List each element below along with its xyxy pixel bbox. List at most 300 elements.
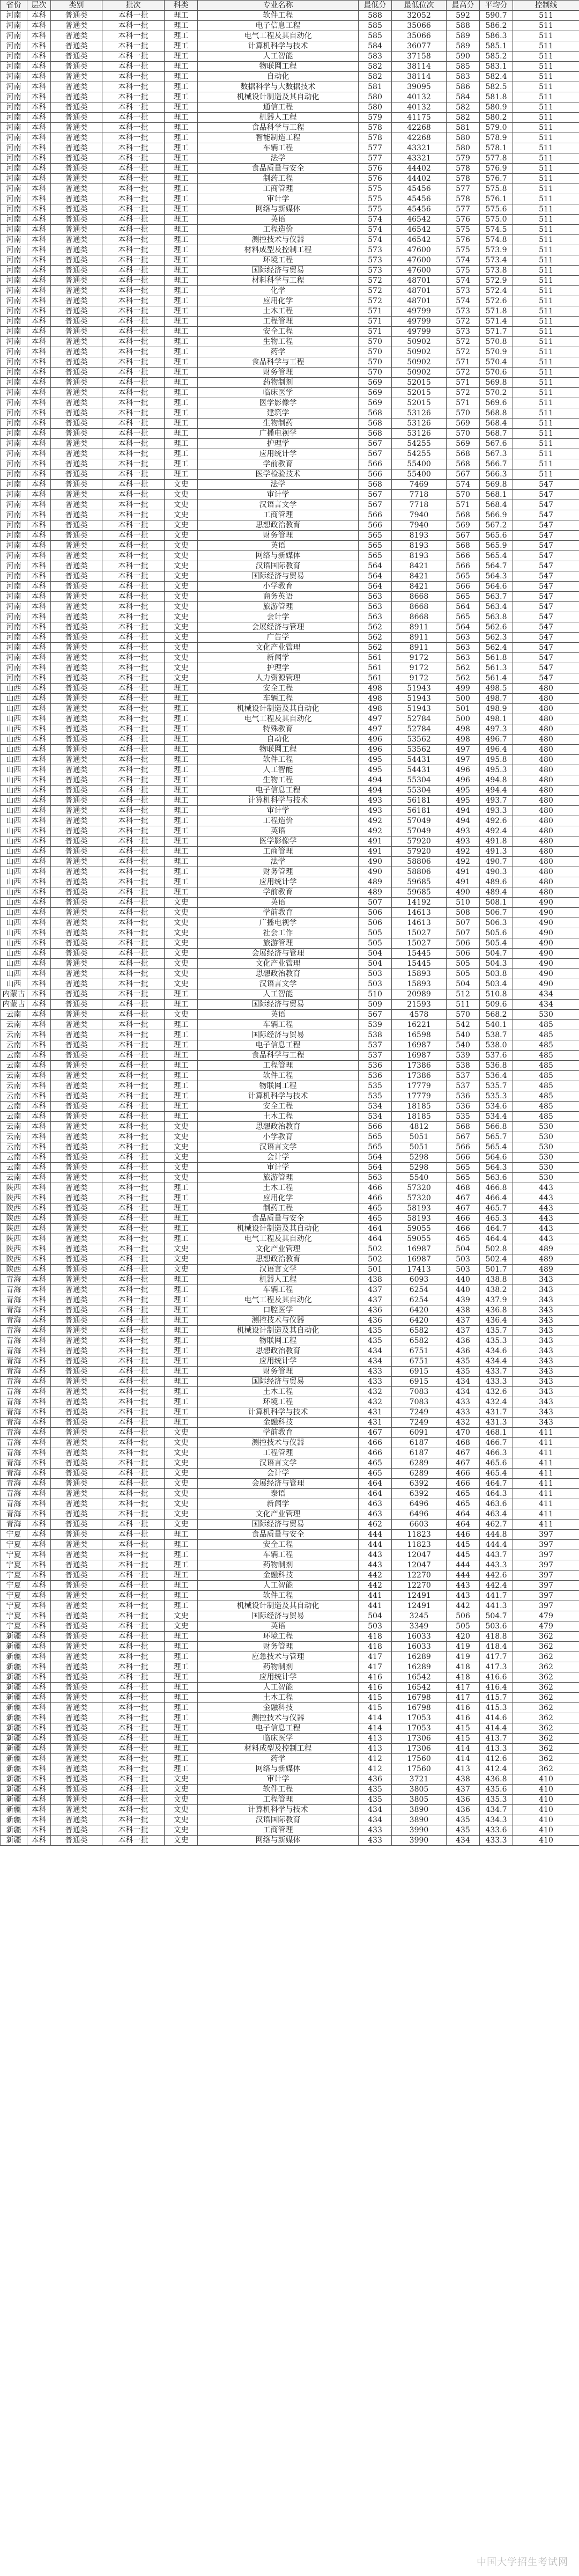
table-cell: 河南: [1, 52, 27, 62]
table-cell: 572: [447, 368, 480, 378]
table-cell: 467: [447, 1458, 480, 1469]
table-cell: 540: [447, 1040, 480, 1051]
table-cell: 562.3: [480, 633, 513, 643]
table-cell: 普通类: [51, 571, 102, 582]
table-cell: 文化产业管理: [198, 959, 359, 969]
table-cell: 土木工程: [198, 1693, 359, 1703]
table-cell: 普通类: [51, 1795, 102, 1805]
table-cell: 465.3: [480, 1214, 513, 1224]
table-cell: 本科一批: [102, 520, 165, 531]
table-cell: 本科一批: [102, 643, 165, 653]
table-cell: 理工: [165, 72, 198, 82]
table-cell: 511: [513, 469, 579, 480]
table-cell: 45456: [392, 204, 447, 215]
table-cell: 511: [513, 113, 579, 123]
table-cell: 普通类: [51, 1683, 102, 1693]
table-cell: 343: [513, 1346, 579, 1356]
table-cell: 应用统计学: [198, 1356, 359, 1367]
table-cell: 42268: [392, 133, 447, 143]
table-cell: 415: [447, 1723, 480, 1734]
table-cell: 食品质量与安全: [198, 1530, 359, 1540]
table-cell: 审计学: [198, 1163, 359, 1173]
table-cell: 411: [513, 1428, 579, 1438]
table-cell: 本科一批: [102, 194, 165, 204]
table-cell: 38114: [392, 62, 447, 72]
table-cell: 山西: [1, 969, 27, 979]
table-row: [1, 1774, 579, 1785]
table-cell: 理工: [165, 1234, 198, 1244]
table-cell: 511: [513, 388, 579, 398]
table-row: [1, 592, 579, 602]
table-row: [1, 969, 579, 979]
table-cell: 食品质量与安全: [198, 164, 359, 174]
table-cell: 561.4: [480, 673, 513, 684]
table-cell: 理工: [165, 1754, 198, 1764]
table-cell: 普通类: [51, 21, 102, 31]
table-cell: 车辆工程: [198, 1550, 359, 1560]
table-cell: 河南: [1, 306, 27, 317]
table-cell: 软件工程: [198, 11, 359, 21]
table-cell: 565: [447, 612, 480, 622]
table-cell: 云南: [1, 1122, 27, 1132]
table-cell: 普通类: [51, 1203, 102, 1214]
table-cell: 本科一批: [102, 1377, 165, 1387]
table-row: [1, 52, 579, 62]
table-cell: 理工: [165, 1601, 198, 1611]
table-cell: 本科一批: [102, 143, 165, 153]
table-cell: 573.9: [480, 245, 513, 255]
table-cell: 理工: [165, 1071, 198, 1081]
table-row: [1, 1051, 579, 1061]
table-cell: 理工: [165, 755, 198, 765]
table-cell: 511: [513, 327, 579, 337]
table-cell: 文史: [165, 1173, 198, 1183]
table-cell: 本科一批: [102, 1356, 165, 1367]
table-cell: 文史: [165, 1428, 198, 1438]
table-cell: 416: [359, 1672, 392, 1683]
table-cell: 443.3: [480, 1560, 513, 1570]
table-cell: 本科: [27, 1122, 51, 1132]
table-cell: 47600: [392, 245, 447, 255]
table-cell: 565.4: [480, 1142, 513, 1153]
table-cell: 普通类: [51, 459, 102, 469]
table-cell: 河南: [1, 215, 27, 225]
table-cell: 574: [447, 276, 480, 286]
table-cell: 理工: [165, 133, 198, 143]
table-cell: 434: [359, 1815, 392, 1825]
table-cell: 本科一批: [102, 1265, 165, 1275]
table-cell: 山西: [1, 775, 27, 786]
table-row: [1, 1122, 579, 1132]
table-cell: 本科: [27, 928, 51, 938]
table-cell: 普通类: [51, 694, 102, 704]
table-cell: 本科: [27, 714, 51, 724]
table-row: [1, 1336, 579, 1346]
table-cell: 云南: [1, 1142, 27, 1153]
table-row: [1, 520, 579, 531]
table-cell: 新闻学: [198, 653, 359, 663]
table-cell: 415.3: [480, 1703, 513, 1713]
table-cell: 文史: [165, 551, 198, 561]
table-cell: 本科: [27, 113, 51, 123]
table-cell: 本科: [27, 1193, 51, 1203]
table-cell: 565: [447, 1173, 480, 1183]
table-cell: 490: [513, 979, 579, 989]
table-cell: 金融科技: [198, 1418, 359, 1428]
table-row: [1, 1203, 579, 1214]
table-cell: 土木工程: [198, 1183, 359, 1193]
table-cell: 普通类: [51, 1479, 102, 1489]
table-cell: 山西: [1, 979, 27, 989]
table-cell: 16289: [392, 1662, 447, 1672]
table-row: [1, 714, 579, 724]
table-cell: 新疆: [1, 1764, 27, 1774]
table-cell: 565: [359, 1132, 392, 1142]
table-cell: 本科一批: [102, 429, 165, 439]
table-cell: 6915: [392, 1377, 447, 1387]
table-cell: 小学教育: [198, 1132, 359, 1142]
table-cell: 565: [359, 531, 392, 541]
table-row: [1, 1489, 579, 1499]
table-cell: 7249: [392, 1407, 447, 1418]
table-cell: 文史: [165, 500, 198, 510]
table-cell: 494: [447, 806, 480, 816]
table-cell: 539: [359, 1020, 392, 1030]
table-cell: 578.9: [480, 133, 513, 143]
table-cell: 本科一批: [102, 1550, 165, 1560]
table-cell: 547: [513, 622, 579, 633]
table-cell: 山西: [1, 684, 27, 694]
table-cell: 普通类: [51, 1010, 102, 1020]
table-cell: 467: [447, 1203, 480, 1214]
table-cell: 本科一批: [102, 1367, 165, 1377]
table-cell: 432: [359, 1387, 392, 1397]
table-cell: 特殊教育: [198, 724, 359, 735]
table-cell: 504: [359, 959, 392, 969]
table-row: [1, 1438, 579, 1448]
table-cell: 434.6: [480, 1346, 513, 1356]
table-cell: 494: [359, 786, 392, 796]
table-cell: 504.7: [480, 949, 513, 959]
table-row: [1, 745, 579, 755]
table-cell: 普通类: [51, 612, 102, 622]
table-cell: 464: [447, 1509, 480, 1520]
table-cell: 商务英语: [198, 592, 359, 602]
table-cell: 561: [359, 653, 392, 663]
table-cell: 569: [447, 419, 480, 429]
table-cell: 8193: [392, 531, 447, 541]
table-cell: 文史: [165, 1795, 198, 1805]
table-cell: 普通类: [51, 582, 102, 592]
table-cell: 511: [513, 357, 579, 368]
table-cell: 山西: [1, 806, 27, 816]
table-cell: 测控技术与仪器: [198, 1438, 359, 1448]
table-cell: 495.3: [480, 765, 513, 775]
table-row: [1, 1356, 579, 1367]
table-cell: 574: [359, 235, 392, 245]
table-cell: 511: [513, 459, 579, 469]
table-cell: 485: [513, 1091, 579, 1102]
table-cell: 理工: [165, 1051, 198, 1061]
table-cell: 普通类: [51, 1458, 102, 1469]
table-cell: 普通类: [51, 1244, 102, 1254]
table-cell: 普通类: [51, 82, 102, 92]
table-cell: 511: [513, 194, 579, 204]
table-cell: 413: [359, 1734, 392, 1744]
table-cell: 494.4: [480, 786, 513, 796]
table-cell: 应急技术与管理: [198, 1652, 359, 1662]
table-cell: 普通类: [51, 52, 102, 62]
table-cell: 文史: [165, 1509, 198, 1520]
table-cell: 本科: [27, 1509, 51, 1520]
table-cell: 本科一批: [102, 1601, 165, 1611]
table-cell: 6392: [392, 1489, 447, 1499]
table-cell: 48701: [392, 286, 447, 296]
table-cell: 普通类: [51, 113, 102, 123]
table-cell: 普通类: [51, 1132, 102, 1142]
table-cell: 5298: [392, 1163, 447, 1173]
table-cell: 河南: [1, 398, 27, 408]
table-cell: 本科一批: [102, 847, 165, 857]
table-cell: 本科: [27, 551, 51, 561]
table-cell: 509: [359, 1000, 392, 1010]
table-cell: 566: [359, 520, 392, 531]
table-cell: 旅游管理: [198, 938, 359, 949]
table-cell: 57920: [392, 847, 447, 857]
table-cell: 本科一批: [102, 1540, 165, 1550]
table-cell: 37158: [392, 52, 447, 62]
table-cell: 419: [447, 1652, 480, 1662]
table-cell: 490: [513, 918, 579, 928]
table-cell: 山西: [1, 898, 27, 908]
table-cell: 本科: [27, 1662, 51, 1672]
table-cell: 570.9: [480, 347, 513, 357]
table-row: [1, 1224, 579, 1234]
table-cell: 57320: [392, 1193, 447, 1203]
table-cell: 567: [447, 1132, 480, 1142]
table-cell: 内蒙古: [1, 989, 27, 1000]
table-cell: 492: [359, 816, 392, 826]
table-row: [1, 1530, 579, 1540]
table-cell: 普通类: [51, 510, 102, 520]
table-row: [1, 816, 579, 826]
table-cell: 电气工程及其自动化: [198, 1295, 359, 1305]
table-cell: 理工: [165, 1642, 198, 1652]
table-cell: 本科一批: [102, 92, 165, 102]
table-row: [1, 1458, 579, 1469]
table-cell: 437: [447, 1316, 480, 1326]
table-cell: 585.2: [480, 52, 513, 62]
table-cell: 582.4: [480, 72, 513, 82]
table-cell: 理工: [165, 1550, 198, 1560]
table-cell: 57320: [392, 1183, 447, 1193]
table-cell: 本科: [27, 194, 51, 204]
table-cell: 535: [359, 1081, 392, 1091]
table-cell: 建筑学: [198, 408, 359, 419]
table-row: [1, 1387, 579, 1397]
table-cell: 492.6: [480, 816, 513, 826]
table-cell: 578: [359, 123, 392, 133]
table-cell: 普通类: [51, 1570, 102, 1581]
table-cell: 6093: [392, 1275, 447, 1285]
table-cell: 511: [513, 184, 579, 194]
table-cell: 496: [359, 735, 392, 745]
table-cell: 云南: [1, 1030, 27, 1040]
table-row: [1, 1142, 579, 1153]
table-cell: 普通类: [51, 72, 102, 82]
table-cell: 本科一批: [102, 11, 165, 21]
table-cell: 普通类: [51, 714, 102, 724]
table-cell: 应用统计学: [198, 449, 359, 459]
table-cell: 497: [447, 745, 480, 755]
table-cell: 530: [513, 1163, 579, 1173]
table-cell: 464.4: [480, 1234, 513, 1244]
table-cell: 安全工程: [198, 1102, 359, 1112]
table-cell: 河南: [1, 266, 27, 276]
table-cell: 480: [513, 826, 579, 836]
table-cell: 572.6: [480, 296, 513, 306]
table-cell: 法学: [198, 153, 359, 164]
table-cell: 文史: [165, 1774, 198, 1785]
table-cell: 571: [447, 357, 480, 368]
table-cell: 理工: [165, 1683, 198, 1693]
table-cell: 本科: [27, 1142, 51, 1153]
table-cell: 文史: [165, 531, 198, 541]
table-cell: 青海: [1, 1346, 27, 1356]
table-cell: 575.8: [480, 184, 513, 194]
table-cell: 17053: [392, 1713, 447, 1723]
table-cell: 本科: [27, 225, 51, 235]
table-cell: 496.7: [480, 735, 513, 745]
table-cell: 理工: [165, 1367, 198, 1377]
table-cell: 6254: [392, 1285, 447, 1295]
table-cell: 585: [359, 31, 392, 41]
table-row: [1, 1825, 579, 1836]
table-cell: 本科一批: [102, 1774, 165, 1785]
table-cell: 48701: [392, 296, 447, 306]
table-cell: 574.8: [480, 235, 513, 245]
table-cell: 503.6: [480, 1621, 513, 1632]
table-cell: 文史: [165, 1825, 198, 1836]
table-cell: 440: [447, 1285, 480, 1295]
table-cell: 软件工程: [198, 1785, 359, 1795]
table-cell: 443: [513, 1183, 579, 1193]
table-cell: 文史: [165, 1458, 198, 1469]
table-cell: 566: [447, 582, 480, 592]
table-cell: 432: [359, 1397, 392, 1407]
table-cell: 508.1: [480, 898, 513, 908]
table-cell: 理工: [165, 1040, 198, 1051]
table-cell: 普通类: [51, 1153, 102, 1163]
table-cell: 416.4: [480, 1683, 513, 1693]
table-cell: 436.8: [480, 1305, 513, 1316]
table-cell: 本科一批: [102, 1153, 165, 1163]
table-cell: 普通类: [51, 1326, 102, 1336]
table-cell: 6496: [392, 1509, 447, 1520]
table-cell: 学前教育: [198, 1428, 359, 1438]
table-cell: 理工: [165, 1091, 198, 1102]
table-cell: 570: [359, 368, 392, 378]
table-cell: 466: [447, 1479, 480, 1489]
table-cell: 本科: [27, 602, 51, 612]
table-cell: 文史: [165, 1010, 198, 1020]
table-cell: 本科: [27, 1560, 51, 1570]
table-cell: 云南: [1, 1132, 27, 1142]
table-cell: 理工: [165, 867, 198, 877]
table-cell: 文史: [165, 1611, 198, 1621]
table-cell: 本科一批: [102, 255, 165, 266]
table-cell: 青海: [1, 1316, 27, 1326]
table-cell: 临床医学: [198, 1734, 359, 1744]
table-cell: 本科一批: [102, 174, 165, 184]
column-header: 批次: [102, 1, 165, 11]
table-cell: 562.4: [480, 643, 513, 653]
table-cell: 362: [513, 1734, 579, 1744]
table-cell: 343: [513, 1336, 579, 1346]
table-cell: 42268: [392, 123, 447, 133]
table-row: [1, 143, 579, 153]
table-cell: 571: [359, 327, 392, 337]
table-cell: 计算机科学与技术: [198, 41, 359, 52]
table-cell: 480: [513, 867, 579, 877]
table-row: [1, 1805, 579, 1815]
table-cell: 511: [513, 11, 579, 21]
table-cell: 普通类: [51, 296, 102, 306]
table-cell: 414: [447, 1744, 480, 1754]
table-cell: 本科一批: [102, 1713, 165, 1723]
table-cell: 443: [359, 1560, 392, 1570]
table-cell: 16987: [392, 1051, 447, 1061]
table-cell: 本科一批: [102, 317, 165, 327]
table-cell: 本科: [27, 41, 51, 52]
table-cell: 566: [359, 510, 392, 520]
table-cell: 485: [513, 1051, 579, 1061]
table-cell: 585: [359, 21, 392, 31]
table-cell: 文史: [165, 1479, 198, 1489]
table-cell: 435: [447, 1815, 480, 1825]
table-cell: 普通类: [51, 857, 102, 867]
table-cell: 本科: [27, 765, 51, 775]
table-cell: 418: [447, 1662, 480, 1672]
table-cell: 435.3: [480, 1336, 513, 1346]
table-cell: 普通类: [51, 327, 102, 337]
table-cell: 584: [359, 41, 392, 52]
table-cell: 网络与新媒体: [198, 551, 359, 561]
table-cell: 436: [447, 1346, 480, 1356]
table-cell: 普通类: [51, 204, 102, 215]
table-cell: 普通类: [51, 989, 102, 1000]
table-row: [1, 41, 579, 52]
table-cell: 16987: [392, 1244, 447, 1254]
table-cell: 本科一批: [102, 826, 165, 836]
table-cell: 本科: [27, 531, 51, 541]
table-cell: 49799: [392, 306, 447, 317]
table-cell: 本科一批: [102, 1693, 165, 1703]
table-cell: 577: [447, 184, 480, 194]
table-cell: 18185: [392, 1112, 447, 1122]
table-cell: 499: [447, 684, 480, 694]
table-cell: 河南: [1, 72, 27, 82]
table-cell: 564: [359, 571, 392, 582]
table-cell: 本科: [27, 1224, 51, 1234]
table-cell: 普通类: [51, 102, 102, 113]
table-cell: 574: [447, 255, 480, 266]
table-cell: 文史: [165, 592, 198, 602]
table-cell: 490: [513, 938, 579, 949]
table-cell: 491: [359, 836, 392, 847]
table-cell: 普通类: [51, 1540, 102, 1550]
table-cell: 535: [359, 1091, 392, 1102]
